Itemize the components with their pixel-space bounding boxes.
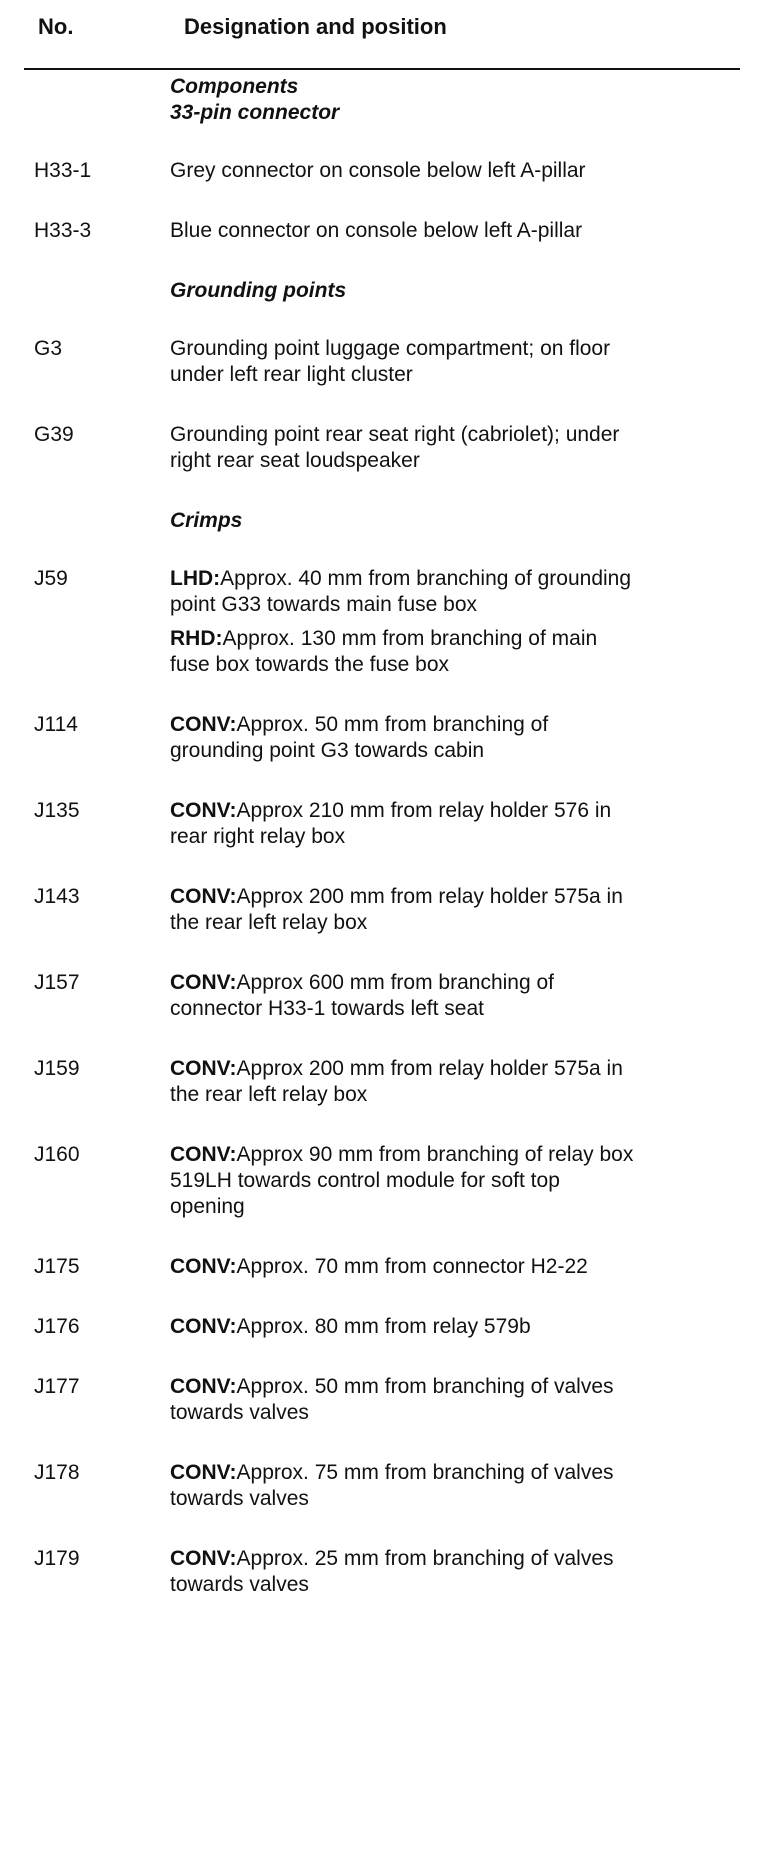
entry-description (170, 566, 640, 678)
position-text: Approx 200 mm from relay holder 575a in the rear left relay box (170, 1057, 623, 1106)
crimp-row (0, 1314, 768, 1340)
description-line (170, 626, 640, 678)
grounding-list (0, 336, 768, 474)
entry-description (170, 884, 640, 936)
entry-description (170, 1056, 640, 1108)
drive-variant-label: CONV: (170, 713, 237, 736)
entries-list (0, 74, 768, 1598)
drive-variant-label: CONV: (170, 1315, 237, 1338)
entry-number: J179 (34, 1547, 80, 1570)
entry-description: Blue connector on console below left A-pillar (170, 219, 583, 242)
crimp-row (0, 1056, 768, 1108)
description-line (170, 798, 640, 850)
crimp-row (0, 712, 768, 764)
crimp-row (0, 798, 768, 850)
description-line (170, 1546, 640, 1598)
description-line (170, 1142, 640, 1220)
position-text: Approx 600 mm from branching of connector H33-1 towards left seat (170, 971, 554, 1020)
entry-number: J157 (34, 971, 80, 994)
description-line (170, 970, 640, 1022)
section-components-heading: Components (170, 75, 299, 98)
entry-number: J159 (34, 1057, 80, 1080)
grounding-row (0, 336, 768, 388)
description-line (170, 1374, 640, 1426)
entry-number: H33-1 (34, 159, 92, 182)
section-crimps-heading: Crimps (170, 509, 243, 532)
entry-number: J160 (34, 1143, 80, 1166)
column-header-no: No. (38, 14, 74, 39)
entry-description: Grounding point luggage compartment; on floor under left rear light cluster (170, 337, 611, 386)
position-text: Approx. 75 mm from branching of valves towards valves (170, 1461, 614, 1510)
header-divider (24, 68, 740, 70)
description-line (170, 884, 640, 936)
entry-number: J114 (34, 713, 78, 736)
drive-variant-label: CONV: (170, 1255, 237, 1278)
crimp-row (0, 566, 768, 678)
entry-number: J177 (34, 1375, 80, 1398)
crimp-row (0, 1254, 768, 1280)
entry-number: J143 (34, 885, 80, 908)
components-list (0, 158, 768, 244)
crimp-row (0, 970, 768, 1022)
drive-variant-label: CONV: (170, 1057, 237, 1080)
entry-description (170, 1374, 640, 1426)
section-connector-heading: 33-pin connector (170, 101, 340, 124)
crimp-row (0, 1142, 768, 1220)
entry-number: J59 (34, 567, 68, 590)
entry-number: J178 (34, 1461, 80, 1484)
description-line (170, 712, 640, 764)
drive-variant-label: CONV: (170, 1547, 237, 1570)
column-header-designation: Designation and position (184, 14, 447, 39)
crimps-list (0, 566, 768, 1598)
entry-number: J176 (34, 1315, 80, 1338)
position-text: Approx. 70 mm from connector H2-22 (236, 1255, 588, 1278)
drive-variant-label: CONV: (170, 885, 237, 908)
position-text: Approx. 25 mm from branching of valves towards valves (170, 1547, 614, 1596)
crimp-row (0, 884, 768, 936)
entry-description (170, 1314, 640, 1340)
description-line (170, 1460, 640, 1512)
position-text: Approx. 80 mm from relay 579b (236, 1315, 531, 1338)
entry-description (170, 970, 640, 1022)
entry-number: J175 (34, 1255, 80, 1278)
entry-description (170, 1142, 640, 1220)
position-text: Approx. 50 mm from branching of grounding point G3 towards cabin (170, 713, 549, 762)
entry-number: G3 (34, 337, 63, 360)
drive-variant-label: CONV: (170, 799, 237, 822)
entry-description: Grounding point rear seat right (cabriolet); under right rear seat loudspeaker (170, 423, 620, 472)
position-text: Approx. 50 mm from branching of valves towards valves (170, 1375, 614, 1424)
description-line (170, 1056, 640, 1108)
entry-number: H33-3 (34, 219, 92, 242)
drive-variant-label: RHD: (170, 627, 223, 650)
crimp-row (0, 1374, 768, 1426)
position-text: Approx 200 mm from relay holder 575a in the rear left relay box (170, 885, 623, 934)
crimp-row (0, 1460, 768, 1512)
position-text: Approx. 40 mm from branching of grounding point G33 towards main fuse box (170, 567, 632, 616)
crimp-row (0, 1546, 768, 1598)
drive-variant-label: CONV: (170, 1461, 237, 1484)
entry-number: J135 (34, 799, 80, 822)
entry-description (170, 798, 640, 850)
position-text: Approx 210 mm from relay holder 576 in rear right relay box (170, 799, 612, 848)
description-line (170, 1254, 640, 1280)
entry-description (170, 1546, 640, 1598)
drive-variant-label: CONV: (170, 971, 237, 994)
drive-variant-label: CONV: (170, 1143, 237, 1166)
section-grounding-heading: Grounding points (170, 279, 347, 302)
description-line (170, 566, 640, 618)
grounding-row (0, 422, 768, 474)
drive-variant-label: CONV: (170, 1375, 237, 1398)
entry-description (170, 1460, 640, 1512)
description-line (170, 1314, 640, 1340)
component-row (0, 158, 768, 184)
position-text: Approx. 130 mm from branching of main fuse box towards the fuse box (170, 627, 598, 676)
entry-description (170, 1254, 640, 1280)
entry-description: Grey connector on console below left A-pillar (170, 159, 586, 182)
table-header (0, 14, 768, 54)
entry-description (170, 712, 640, 764)
drive-variant-label: LHD: (170, 567, 221, 590)
position-text: Approx 90 mm from branching of relay box 519LH towards control module for soft top opening (170, 1143, 634, 1218)
entry-number: G39 (34, 423, 74, 446)
component-row (0, 218, 768, 244)
